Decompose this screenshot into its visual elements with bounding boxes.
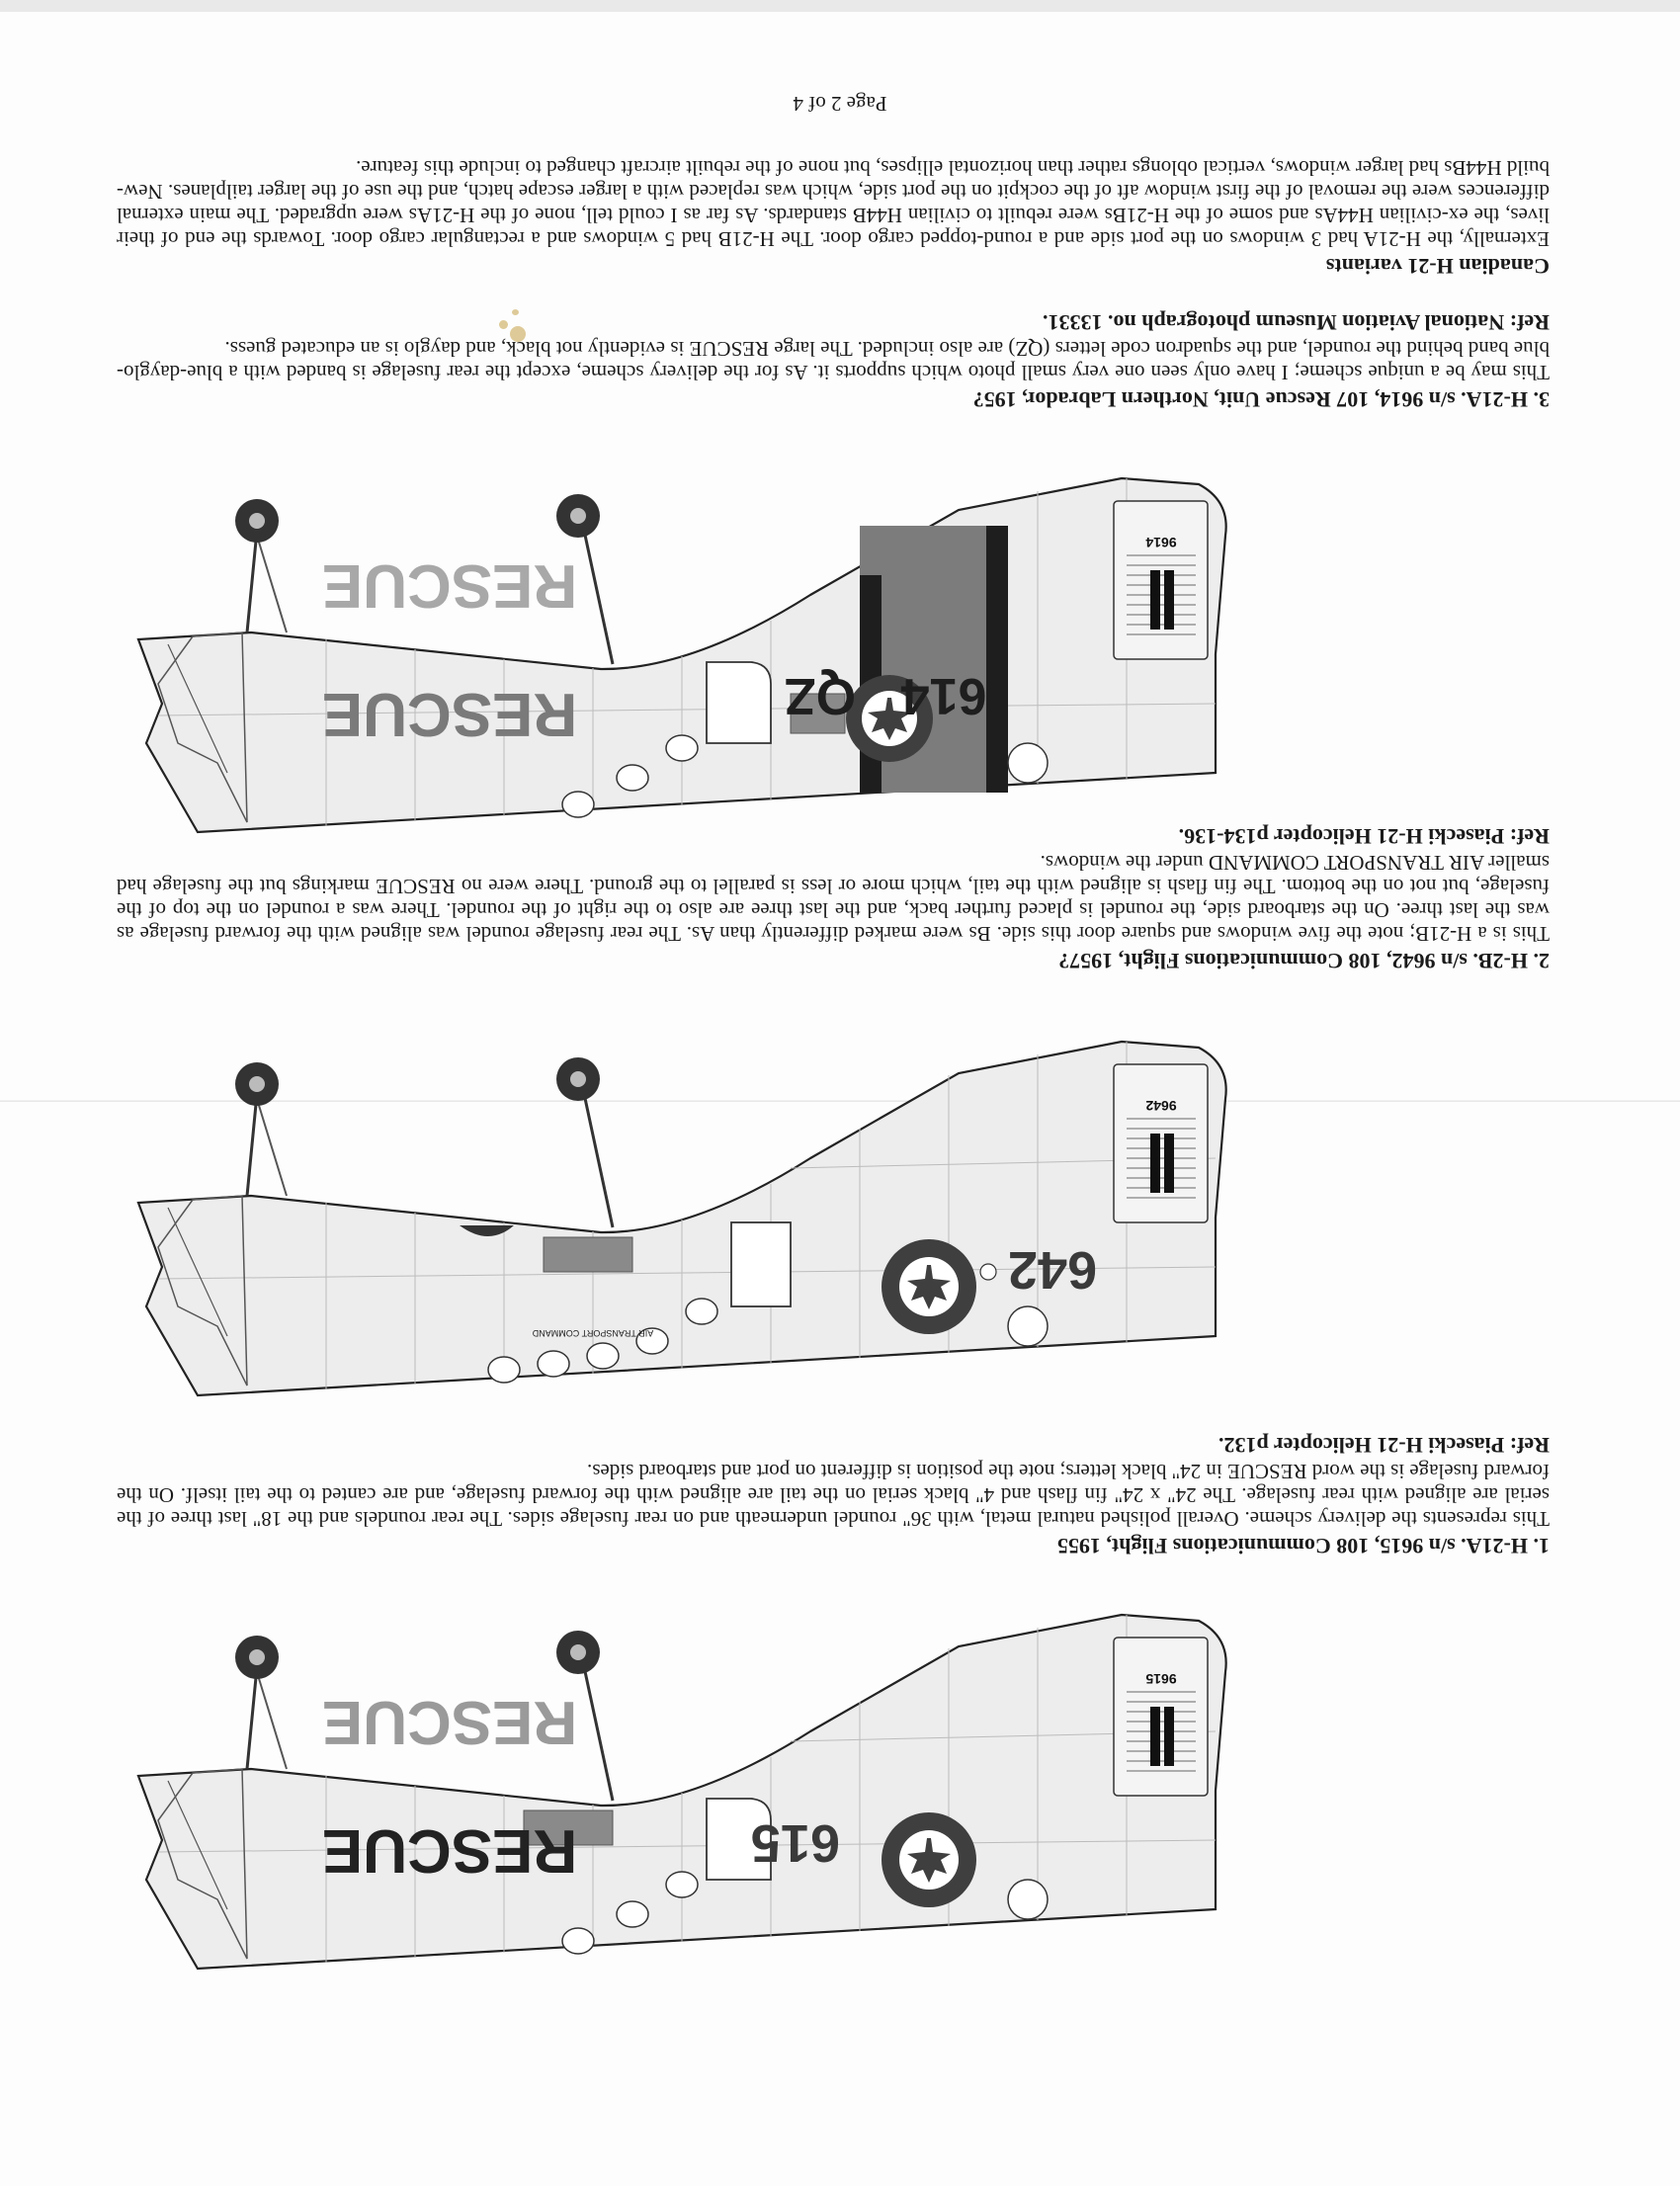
window [538,1351,569,1377]
page-number: Page 2 of 4 [793,92,887,116]
tail-serial: 9615 [1145,1671,1177,1687]
window [488,1357,520,1383]
vent [980,1264,996,1280]
section-heading: 2. H-2B. s/n 9642, 108 Communications Flight, 1957? [1058,949,1550,973]
roundel [882,1239,976,1334]
section-reference: Ref: National Aviation Museum photograph no. 13331. [1043,310,1550,335]
window [562,1928,594,1954]
fin-flash-bar [1150,1134,1160,1193]
section-body: Externally, the H-21A had 3 windows on the port side and a round-topped cargo door. The H-21B had 5 windows and a rectangular cargo door. Towards the end of their lives, the ex-civilian H44As and some of the H-21Bs were rebuilt to civilian H44B standards. As far as I could tell, none of the H-21As were upgraded. The main external differences were the removal of the first window aft of the cockpit on the port side, which was replaced with a larger escape hatch, and the use of the larger tailplanes. New-build H44Bs had larger windows, vertical oblongs rather than horizontal ellipses, but none of the rebuilt aircraft changed to include this feature. [117,156,1550,251]
fuselage-group [138,1615,1226,1969]
page-edge [0,0,1680,12]
panel-square [544,1237,632,1272]
roundel-number: 614 [900,667,987,724]
landing-gear-front [235,1636,287,1769]
fuselage-text: AIR TRANSPORT COMMAND [532,1328,654,1338]
tail-serial: 9614 [1145,535,1177,550]
escape-hatch [1008,1880,1048,1919]
window [666,735,698,761]
window [666,1872,698,1897]
fin-flash-bar [1164,1134,1174,1193]
section-heading: Canadian H-21 variants [1325,254,1550,279]
section-heading: 1. H-21A. s/n 9615, 108 Communications Flight, 1955 [1056,1534,1550,1558]
rescue-marking-starboard: RESCUE [321,551,578,620]
landing-gear-rear [556,1057,613,1227]
window [617,1901,648,1927]
rear-band-stripe [986,526,1008,793]
section-variants [117,156,1550,279]
fin-flash-bar [1150,570,1160,630]
rescue-marking: RESCUE [321,680,578,748]
section-reference: Ref: Piasecki H-21 Helicopter p132. [1218,1433,1550,1458]
window [686,1299,717,1324]
fin-flash-bar [1164,1707,1174,1766]
section-body: This may be a unique scheme; I have only seen one very small photo which supports it. As for the delivery scheme, except the rear fuselage is banded with a blue-dayglo-blue band behind the roundel, and the squadron code letters (QZ) are also included. The large RESCUE is evidently not black, and dayglo is an educated guess. [117,337,1550,384]
section-body: This represents the delivery scheme. Overall polished natural metal, with 36" roundel underneath and on rear fuselage sides. The rear roundels and the 18" last three of the serial are aligned with rear fuselage. The 24" x 24" fin flash and 4" black serial on the tail are aligned with the forward fuselage, and are canted to the tail itself. On the forward fuselage is the word RESCUE in 24" black letters; note the position is different on port and starboard sides. [117,1460,1550,1531]
tail-group [1114,1064,1208,1222]
tail-group [1114,1638,1208,1796]
fuselage-group [138,1042,1226,1395]
tail-fin [1114,1638,1208,1796]
fin-flash-bar [1164,570,1174,630]
escape-hatch [1008,1306,1048,1346]
cargo-door [731,1222,791,1306]
window [562,792,594,817]
tail-fin [1114,501,1208,659]
tail-group [1114,501,1208,659]
escape-hatch [1008,743,1048,783]
roundel-number: 642 [1008,1240,1098,1300]
roundel-number: 615 [750,1813,840,1873]
section-heading: 3. H-21A. s/n 9614, 107 Rescue Unit, Northern Labrador, 195? [972,387,1550,412]
aircraft-profile-9642 [0,901,1680,1455]
landing-gear-front [235,499,287,632]
rescue-marking-starboard: RESCUE [321,1688,578,1756]
code-letters: QZ [784,667,857,724]
window [587,1343,619,1369]
tail-serial: 9642 [1145,1098,1177,1114]
fuselage-group [138,478,1226,832]
section-3 [117,309,1550,412]
cargo-door [707,662,771,743]
rescue-marking: RESCUE [321,1816,578,1885]
tail-fin [1114,1064,1208,1222]
section-body: This is a H-21B; note the five windows and square door this side. Bs were marked differently than As. The rear fuselage roundel was aligned with the forward fuselage as was the last three. On the starboard side, the roundel is placed further back, and the last three are also to the right of the roundel. There was a roundel on the top of the fuselage, but not on the bottom. The fin flash is aligned with the tail, which more or less is parallel to the ground. There were no RESCUE markings but the fuselage had smaller AIR TRANSPORT COMMAND under the windows. [117,851,1550,946]
fin-flash-bar [1150,1707,1160,1766]
section-reference: Ref: Piasecki H-21 Helicopter p134-136. [1178,824,1550,849]
aircraft-profile-9614 [0,338,1680,891]
window [617,765,648,791]
roundel [882,1812,976,1907]
landing-gear-front [235,1062,287,1196]
